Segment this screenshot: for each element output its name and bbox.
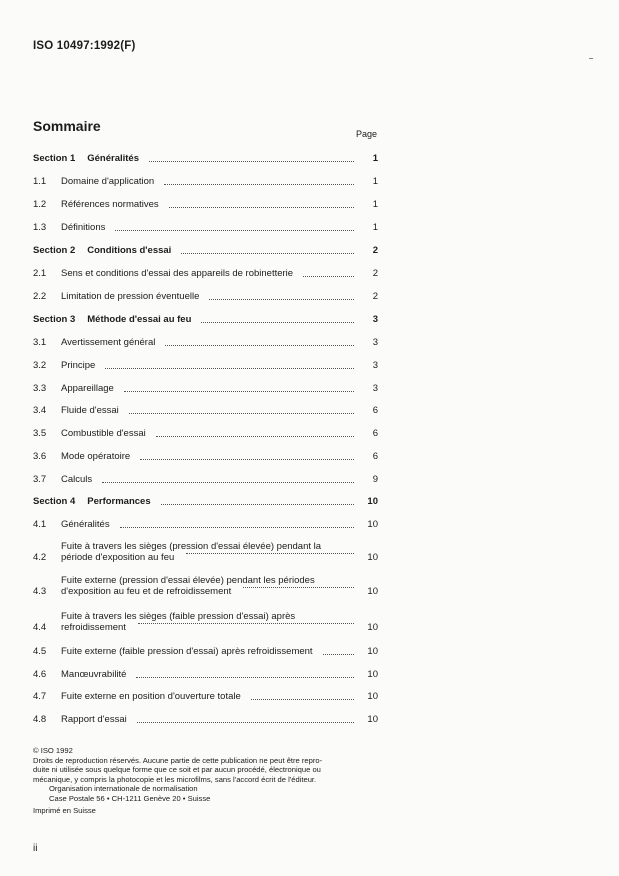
dot-leader	[102, 481, 354, 483]
toc-title-text: Avertissement général	[61, 337, 156, 348]
printed-in: Imprimé en Suisse	[33, 806, 96, 815]
toc-title-text: Combustible d'essai	[61, 428, 146, 439]
toc-entry-3-2	[33, 360, 378, 371]
toc-section-2	[33, 245, 378, 256]
toc-page: 2	[372, 245, 378, 256]
toc-title-text: Conditions d'essai	[87, 245, 172, 256]
copyright-text: mécanique, y compris la photocopie et les microfilms, sans l'accord écrit de l'éditeur.	[33, 774, 317, 784]
toc-entry-4-8	[33, 714, 378, 725]
dot-leader	[209, 298, 354, 300]
publisher-address: Case Postale 56 • CH-1211 Genève 20 • Suisse	[49, 793, 211, 803]
toc-page: 3	[372, 383, 378, 394]
toc-number: 4.5	[33, 646, 47, 657]
toc-entry-3-1	[33, 337, 378, 348]
toc-title-text: Fuite externe (pression d'essai élevée) pendant les périodes	[61, 575, 315, 586]
toc-page: 6	[372, 405, 378, 416]
copyright-text: duite ni utilisée sous quelque forme que ce soit et par aucun procédé, électronique ou	[33, 765, 321, 775]
toc-title-text: Fuite à travers les sièges (pression d'essai élevée) pendant la	[61, 541, 322, 552]
toc-entry-4-6	[33, 669, 378, 680]
toc-number: Section 3	[33, 314, 76, 325]
toc-title-continuation: refroidissement	[61, 622, 126, 633]
dot-leader	[186, 552, 354, 554]
toc-number: 3.2	[33, 360, 47, 371]
toc-title-text: Mode opératoire	[61, 451, 131, 462]
toc-page: 3	[372, 337, 378, 348]
toc-number: 4.8	[33, 714, 47, 725]
toc-title-text: Fuite externe (faible pression d'essai) après refroidissement	[61, 646, 313, 657]
toc-title-text: Rapport d'essai	[61, 714, 127, 725]
copyright-block	[33, 746, 378, 804]
toc-page: 10	[367, 714, 378, 725]
toc-number: 4.3	[33, 586, 47, 597]
toc-page: 10	[367, 622, 378, 633]
toc-number: Section 2	[33, 245, 76, 256]
toc-page: 1	[372, 153, 378, 164]
toc-entry-1-3	[33, 222, 378, 233]
dot-leader	[181, 252, 354, 254]
toc-page: 10	[367, 669, 378, 680]
dot-leader	[303, 275, 354, 277]
toc-number: 3.5	[33, 428, 47, 439]
toc-page: 10	[367, 691, 378, 702]
toc-page: 10	[367, 586, 378, 597]
toc-title-text: Définitions	[61, 222, 106, 233]
toc-section-1	[33, 153, 378, 164]
dot-leader	[140, 458, 354, 460]
toc-page: 6	[372, 451, 378, 462]
dot-leader	[323, 653, 354, 655]
dot-leader	[149, 160, 354, 162]
toc-title-text: Manœuvrabilité	[61, 669, 127, 680]
toc-number: 4.1	[33, 519, 47, 530]
toc-number: 1.1	[33, 176, 47, 187]
toc-title-text: Fuite à travers les sièges (faible pression d'essai) après	[61, 611, 296, 622]
toc-number: 1.2	[33, 199, 47, 210]
toc-page: 9	[372, 474, 378, 485]
toc-number: Section 1	[33, 153, 76, 164]
dot-leader	[105, 367, 354, 369]
copyright-text: Droits de reproduction réservés. Aucune partie de cette publication ne peut être repro-	[33, 755, 323, 765]
toc-number: 1.3	[33, 222, 47, 233]
toc-title-text: Fluide d'essai	[61, 405, 119, 416]
page-column-header: Page	[356, 129, 378, 139]
toc-entry-3-4	[33, 405, 378, 416]
toc-page: 1	[372, 222, 378, 233]
toc-title-continuation: d'exposition au feu et de refroidissement	[61, 586, 232, 597]
toc-title-text: Généralités	[61, 519, 110, 530]
toc-title-text: Performances	[87, 496, 151, 507]
toc-entry-4-4	[33, 611, 378, 633]
toc-entry-3-6	[33, 451, 378, 462]
dot-leader	[161, 503, 354, 505]
toc-title-text: Références normatives	[61, 199, 159, 210]
dot-leader	[129, 412, 354, 414]
toc-section-3	[33, 314, 378, 325]
toc-entry-2-1	[33, 268, 378, 279]
toc-number: 3.4	[33, 405, 47, 416]
publisher-name: Organisation internationale de normalisation	[49, 784, 198, 794]
toc-title-text: Limitation de pression éventuelle	[61, 291, 200, 302]
toc-number: 3.3	[33, 383, 47, 394]
toc-entry-3-7	[33, 474, 378, 485]
toc-title-text: Généralités	[87, 153, 139, 164]
toc-section-4	[33, 496, 378, 507]
toc-entry-1-1	[33, 176, 378, 187]
dot-leader	[165, 344, 354, 346]
dot-leader	[137, 721, 354, 723]
toc-title-text: Calculs	[61, 474, 93, 485]
toc-page: 10	[367, 552, 378, 563]
toc-entry-4-1	[33, 519, 378, 530]
toc-title-text: Sens et conditions d'essai des appareils de robinetterie	[61, 268, 294, 279]
dot-leader	[251, 698, 354, 700]
toc-title-text: Fuite externe en position d'ouverture totale	[61, 691, 241, 702]
dot-leader	[124, 390, 354, 392]
dot-leader	[243, 586, 354, 588]
copyright-notice: © ISO 1992	[33, 746, 73, 755]
toc-page: 1	[372, 176, 378, 187]
toc-page: 10	[367, 519, 378, 530]
toc-title-text: Principe	[61, 360, 96, 371]
toc-entry-4-3	[33, 575, 378, 597]
toc-title-continuation: période d'exposition au feu	[61, 552, 175, 563]
toc-page: 10	[367, 646, 378, 657]
toc-number: 2.1	[33, 268, 47, 279]
toc-page: 3	[372, 360, 378, 371]
toc-title-text: Méthode d'essai au feu	[87, 314, 192, 325]
toc-entry-2-2	[33, 291, 378, 302]
dot-leader	[136, 676, 354, 678]
toc-number: 4.7	[33, 691, 47, 702]
toc-entry-4-5	[33, 646, 378, 657]
toc-number: 3.6	[33, 451, 47, 462]
toc-entry-4-2	[33, 541, 378, 563]
toc-title-text: Appareillage	[61, 383, 114, 394]
dot-leader	[201, 321, 354, 323]
toc-page: 1	[372, 199, 378, 210]
dot-leader	[169, 206, 354, 208]
dot-leader	[156, 435, 354, 437]
toc-number: 4.2	[33, 552, 47, 563]
toc-page: 3	[372, 314, 378, 325]
toc-number: 4.4	[33, 622, 47, 633]
dot-leader	[120, 526, 354, 528]
toc-page: 10	[367, 496, 378, 507]
toc-entry-1-2	[33, 199, 378, 210]
toc-number: 3.7	[33, 474, 47, 485]
page-number: ii	[33, 843, 38, 854]
dot-leader	[115, 229, 354, 231]
document-id: ISO 10497:1992(F)	[33, 40, 136, 52]
dot-leader	[138, 622, 354, 624]
toc-entry-4-7	[33, 691, 378, 702]
toc-page: 6	[372, 428, 378, 439]
dot-leader	[164, 183, 354, 185]
toc-entry-3-3	[33, 383, 378, 394]
toc-number: 3.1	[33, 337, 47, 348]
toc-number: Section 4	[33, 496, 76, 507]
corner-mark	[589, 58, 593, 59]
toc-title-text: Domaine d'application	[61, 176, 155, 187]
toc-page: 2	[372, 268, 378, 279]
toc-page: 2	[372, 291, 378, 302]
toc-title: Sommaire	[33, 118, 101, 134]
toc-number: 4.6	[33, 669, 47, 680]
toc-number: 2.2	[33, 291, 47, 302]
toc-entry-3-5	[33, 428, 378, 439]
